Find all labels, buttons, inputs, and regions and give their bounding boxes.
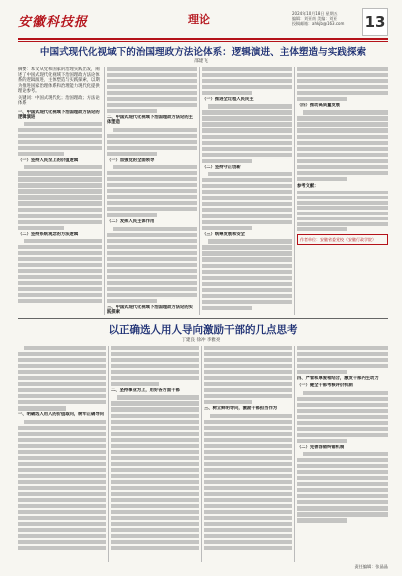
body-text-line [113, 165, 197, 169]
body-text-line [18, 275, 102, 279]
body-text-line [107, 189, 197, 193]
body-text-line [204, 400, 252, 404]
body-text-line [202, 270, 292, 274]
article1-column-4 [297, 67, 388, 315]
body-text-line [107, 293, 197, 297]
body-text-line [297, 488, 388, 492]
body-text-line [297, 470, 388, 474]
body-text-line [107, 263, 197, 267]
body-text-line [111, 486, 199, 490]
body-text-line [202, 264, 292, 268]
body-text-line [18, 450, 106, 454]
body-text-line [204, 420, 292, 424]
page-number: 13 [362, 8, 388, 36]
body-text-line [107, 257, 197, 261]
body-text-line [202, 226, 252, 230]
body-text-line [111, 346, 199, 350]
body-text-line [204, 456, 292, 460]
masthead-rule [18, 38, 388, 40]
body-text-line [18, 546, 106, 550]
body-text-line [202, 300, 292, 304]
body-text-line [18, 195, 102, 199]
body-text-line [204, 522, 292, 526]
article1-abstract: 摘要：本文从党和国家的治理实践出发，阐述了中国式现代化视域下治国理政方法论体系的逻辑演进、主体塑造与实践探索，以期为推进国家治理体系和治理能力现代化提供理论参考。 [18, 67, 100, 94]
body-text-line [202, 245, 292, 249]
body-text-line [18, 492, 106, 496]
body-text-line [202, 153, 292, 157]
article1-subsection-heading: （二）坚持系统观念的方法逻辑 [18, 231, 79, 237]
body-text-line [18, 498, 106, 502]
body-text-line [111, 376, 199, 380]
body-text-line [202, 122, 292, 126]
masthead-rule-thin [18, 41, 388, 42]
body-text-line [297, 364, 388, 368]
body-text-line [18, 208, 102, 212]
body-text-line [202, 147, 292, 151]
body-text-line [18, 201, 102, 205]
body-text-line [202, 116, 292, 120]
article2-section-heading: 一、明确选人用人的价值取向，树牢正确导向 [18, 412, 104, 418]
body-text-line [202, 141, 292, 145]
body-text-line [18, 522, 106, 526]
body-text-line [303, 391, 388, 395]
body-text-line [111, 480, 199, 484]
body-text-line [202, 73, 292, 77]
body-text-line [107, 134, 197, 138]
body-text-line [297, 506, 388, 510]
body-text-line [297, 141, 388, 145]
body-text-line [107, 183, 197, 187]
body-text-line [202, 110, 292, 114]
body-text-line [297, 222, 388, 225]
article1-subsection-heading: （一）坚持人民至上的价值逻辑 [18, 158, 79, 164]
body-text-line [18, 504, 106, 508]
body-text-line [202, 196, 292, 200]
body-text-line [297, 433, 388, 437]
body-text-line [202, 159, 252, 163]
body-text-line [297, 153, 388, 157]
body-text-line [18, 540, 106, 544]
body-text-line [297, 421, 388, 425]
body-text-line [297, 403, 388, 407]
body-text-line [202, 67, 292, 71]
body-text-line [18, 245, 102, 249]
body-text-line [297, 458, 388, 462]
body-text-line [297, 201, 388, 204]
body-text-line [202, 251, 292, 255]
body-text-line [297, 97, 347, 101]
body-text-line [297, 91, 388, 95]
body-text-line [107, 245, 197, 249]
body-text-line [107, 91, 197, 95]
body-text-line [24, 122, 102, 126]
body-text-line [204, 534, 292, 538]
body-text-line [297, 346, 388, 350]
body-text-line [202, 282, 292, 286]
body-text-line [18, 183, 102, 187]
body-text-line [204, 364, 292, 368]
body-text-line [18, 382, 106, 386]
section-title: 理论 [188, 13, 210, 26]
body-text-line [18, 400, 106, 404]
body-text-line [111, 401, 199, 405]
article1-column-2 [107, 67, 197, 315]
body-text-line [113, 227, 197, 231]
body-text-line [204, 474, 292, 478]
article2-byline: 丁建良 徐冲 李雅亮 [181, 338, 221, 343]
body-text-line [297, 358, 388, 362]
article2-subsection-heading: （二）完善容错纠错机制 [297, 444, 345, 450]
body-text-line [297, 439, 347, 443]
body-text-line [111, 498, 199, 502]
body-text-line [107, 299, 157, 303]
body-text-line [18, 394, 106, 398]
body-text-line [204, 426, 292, 430]
body-text-line [18, 364, 106, 368]
body-text-line [297, 196, 388, 199]
body-text-line [297, 494, 388, 498]
article2-column-4 [297, 346, 388, 556]
article1-subsection-heading: （二）发挥人民主体作用 [107, 219, 155, 225]
body-text-line [297, 397, 388, 401]
body-text-line [297, 427, 388, 431]
body-text-line [202, 257, 292, 261]
body-text-line [297, 165, 388, 169]
body-text-line [18, 134, 102, 138]
body-text-line [297, 135, 388, 139]
body-text-line [24, 346, 106, 350]
body-text-line [107, 79, 197, 83]
body-text-line [111, 450, 199, 454]
body-text-line [204, 492, 292, 496]
body-text-line [204, 382, 292, 386]
body-text-line [111, 358, 199, 362]
article2-section-heading: 二、坚持事业为上，用好各方面干部 [111, 388, 180, 394]
references-title: 参考文献： [297, 183, 319, 189]
body-text-line [111, 414, 199, 418]
body-text-line [202, 184, 292, 188]
body-text-line [18, 189, 102, 193]
body-text-line [107, 269, 197, 273]
body-text-line [204, 376, 292, 380]
body-text-line [18, 462, 106, 466]
body-text-line [210, 414, 292, 418]
body-text-line [111, 516, 199, 520]
body-text-line [297, 147, 388, 151]
body-text-line [24, 239, 102, 243]
body-text-line [107, 146, 197, 150]
body-text-line [107, 85, 197, 89]
body-text-line [204, 432, 292, 436]
body-text-line [18, 534, 106, 538]
body-text-line [204, 498, 292, 502]
body-text-line [18, 456, 106, 460]
body-text-line [18, 251, 102, 255]
body-text-line [111, 364, 199, 368]
body-text-line [202, 306, 252, 310]
body-text-line [297, 67, 388, 71]
body-text-line [107, 97, 197, 101]
body-text-line [18, 480, 106, 484]
issue-date: 2024年10月18日 星期五 [292, 11, 338, 16]
body-text-line [117, 395, 199, 399]
body-text-line [18, 388, 106, 392]
body-text-line [111, 522, 199, 526]
body-text-line [202, 91, 252, 95]
body-text-line [18, 432, 106, 436]
article2-subsection-heading: （一）健全干部考核评价机制 [297, 383, 353, 389]
body-text-line [297, 409, 388, 413]
body-text-line [204, 480, 292, 484]
body-text-line [18, 370, 106, 374]
body-text-line [297, 476, 388, 480]
body-text-line [202, 135, 292, 139]
body-text-line [107, 67, 197, 71]
body-text-line [204, 468, 292, 472]
body-text-line [202, 214, 292, 218]
body-text-line [111, 504, 199, 508]
article1-section-heading: 三、中国式现代化视域下治国理政方法论的实践探索 [107, 304, 193, 315]
author-note: 作者单位：安徽省委党校（安徽行政学院） [300, 236, 376, 242]
body-text-line [111, 540, 199, 544]
body-text-line [107, 109, 157, 113]
article1-subsection-heading: （三）统筹发展和安全 [202, 232, 245, 238]
body-text-line [18, 528, 106, 532]
body-text-line [18, 299, 102, 303]
body-text-line [18, 293, 102, 297]
body-text-line [107, 287, 197, 291]
body-text-line [202, 288, 292, 292]
body-text-line [18, 474, 106, 478]
body-text-line [111, 528, 199, 532]
body-text-line [297, 518, 347, 522]
body-text-line [208, 172, 292, 176]
body-text-line [202, 208, 292, 212]
body-text-line [18, 269, 102, 273]
body-text-line [113, 128, 197, 132]
article-divider [18, 318, 388, 319]
article1-subsection-heading: （二）坚持守正创新 [202, 164, 241, 170]
article2-title: 以正确选人用人导向激励干部的几点思考 [108, 324, 298, 336]
body-text-line [303, 110, 388, 114]
body-text-line [297, 500, 388, 504]
body-text-line [107, 140, 197, 144]
body-text-line [208, 104, 292, 108]
body-text-line [202, 220, 292, 224]
body-text-line [297, 352, 388, 356]
body-text-line [111, 468, 199, 472]
body-text-line [111, 456, 199, 460]
body-text-line [18, 226, 64, 230]
body-text-line [107, 177, 197, 181]
body-text-line [18, 171, 102, 175]
body-text-line [204, 516, 292, 520]
body-text-line [107, 73, 197, 77]
body-text-line [297, 482, 388, 486]
body-text-line [204, 358, 292, 362]
body-text-line [297, 227, 347, 230]
body-text-line [111, 426, 199, 430]
body-text-line [18, 140, 102, 144]
body-text-line [202, 202, 292, 206]
body-text-line [107, 103, 197, 107]
body-text-line [297, 122, 388, 126]
article1-byline: 邵建飞 [194, 59, 208, 64]
body-text-line [204, 546, 292, 550]
body-text-line [18, 263, 102, 267]
article2-column-1 [18, 346, 106, 562]
article1-subsection-heading: （一）推进全过程人民民主 [202, 97, 254, 103]
body-text-line [204, 444, 292, 448]
body-text-line [111, 438, 199, 442]
body-text-line [111, 534, 199, 538]
page-footer-editor: 责任编辑：张晶晶 [354, 564, 388, 569]
body-text-line [107, 281, 197, 285]
body-text-line [202, 128, 292, 132]
body-text-line [24, 165, 102, 169]
body-text-line [107, 201, 197, 205]
article1-subsection-heading: （一）加强党的全面领导 [107, 157, 155, 163]
body-text-line [297, 116, 388, 120]
body-text-line [297, 85, 388, 89]
body-text-line [107, 251, 197, 255]
body-text-line [297, 159, 388, 163]
body-text-line [18, 214, 102, 218]
body-text-line [18, 128, 102, 132]
body-text-line [111, 546, 199, 550]
body-text-line [204, 388, 292, 392]
body-text-line [18, 444, 106, 448]
body-text-line [303, 452, 388, 456]
body-text-line [18, 516, 106, 520]
body-text-line [18, 438, 106, 442]
body-text-line [297, 370, 347, 374]
article2-column-2 [111, 346, 199, 562]
body-text-line [111, 474, 199, 478]
body-text-line [107, 207, 197, 211]
body-text-line [18, 152, 64, 156]
body-text-line [107, 213, 157, 217]
body-text-line [107, 195, 197, 199]
body-text-line [297, 177, 347, 181]
body-text-line [204, 486, 292, 490]
author-note-box [297, 234, 388, 245]
body-text-line [204, 450, 292, 454]
body-text-line [107, 152, 157, 156]
body-text-line [202, 178, 292, 182]
body-text-line [111, 462, 199, 466]
body-text-line [297, 217, 388, 220]
article1-column-3 [202, 67, 292, 315]
body-text-line [297, 464, 388, 468]
body-text-line [107, 275, 197, 279]
issue-info [292, 11, 362, 27]
body-text-line [297, 79, 388, 83]
body-text-line [204, 528, 292, 532]
body-text-line [204, 540, 292, 544]
issue-email: 投稿邮箱：ahkjb@163.com [292, 21, 345, 27]
article1-title: 中国式现代化视域下的治国理政方法论体系：逻辑演进、主体塑造与实践探索 [39, 47, 367, 58]
article1-subsection-heading: （四）推动高质量发展 [297, 103, 340, 109]
body-text-line [204, 346, 292, 350]
body-text-line [107, 239, 197, 243]
body-text-line [111, 407, 199, 411]
body-text-line [202, 276, 292, 280]
body-text-line [208, 239, 292, 243]
body-text-line [297, 128, 388, 132]
body-text-line [18, 352, 106, 356]
body-text-line [202, 294, 292, 298]
body-text-line [24, 420, 106, 424]
body-text-line [18, 468, 106, 472]
body-text-line [204, 370, 292, 374]
article2-column-3 [204, 346, 292, 562]
body-text-line [297, 512, 388, 516]
body-text-line [297, 73, 388, 77]
body-text-line [107, 233, 197, 237]
body-text-line [111, 510, 199, 514]
body-text-line [18, 426, 106, 430]
body-text-line [202, 85, 292, 89]
body-text-line [204, 504, 292, 508]
article2-section-heading: 三、树立鲜明导向，激励干部担当作为 [204, 406, 278, 412]
body-text-line [111, 370, 199, 374]
body-text-line [297, 212, 388, 215]
body-text-line [18, 146, 102, 150]
body-text-line [204, 394, 292, 398]
body-text-line [18, 510, 106, 514]
article1-section-heading: 一、中国式现代化视域下治国理政方法论的逻辑演进 [18, 109, 100, 120]
body-text-line [204, 510, 292, 514]
body-text-line [297, 206, 388, 209]
masthead [18, 8, 388, 38]
article1-section-heading: 二、中国式现代化视域下治国理政方法论的主体塑造 [107, 115, 193, 126]
body-text-line [204, 462, 292, 466]
body-text-line [111, 444, 199, 448]
body-text-line [111, 432, 199, 436]
body-text-line [297, 191, 388, 194]
body-text-line [18, 376, 106, 380]
body-text-line [297, 415, 388, 419]
article1-column-1 [18, 67, 102, 315]
body-text-line [204, 352, 292, 356]
body-text-line [111, 352, 199, 356]
body-text-line [107, 171, 197, 175]
body-text-line [18, 486, 106, 490]
body-text-line [111, 420, 199, 424]
article2-section-heading: 四、严管和厚爱相结合，激发干部内生动力 [297, 376, 379, 382]
body-text-line [111, 492, 199, 496]
body-text-line [111, 382, 159, 386]
body-text-line [204, 438, 292, 442]
body-text-line [297, 171, 388, 175]
body-text-line [18, 177, 102, 181]
body-text-line [202, 79, 292, 83]
body-text-line [18, 358, 106, 362]
body-text-line [18, 406, 66, 410]
body-text-line [18, 281, 102, 285]
issue-editors: 编辑：刘亚南 美编：刘亚 [292, 16, 338, 22]
body-text-line [18, 220, 102, 224]
body-text-line [18, 257, 102, 261]
body-text-line [18, 287, 102, 291]
newspaper-name: 安徽科技报 [18, 15, 89, 30]
body-text-line [202, 190, 292, 194]
article1-keywords: 关键词：中国式现代化；治国理政；方法论体系 [18, 95, 100, 106]
